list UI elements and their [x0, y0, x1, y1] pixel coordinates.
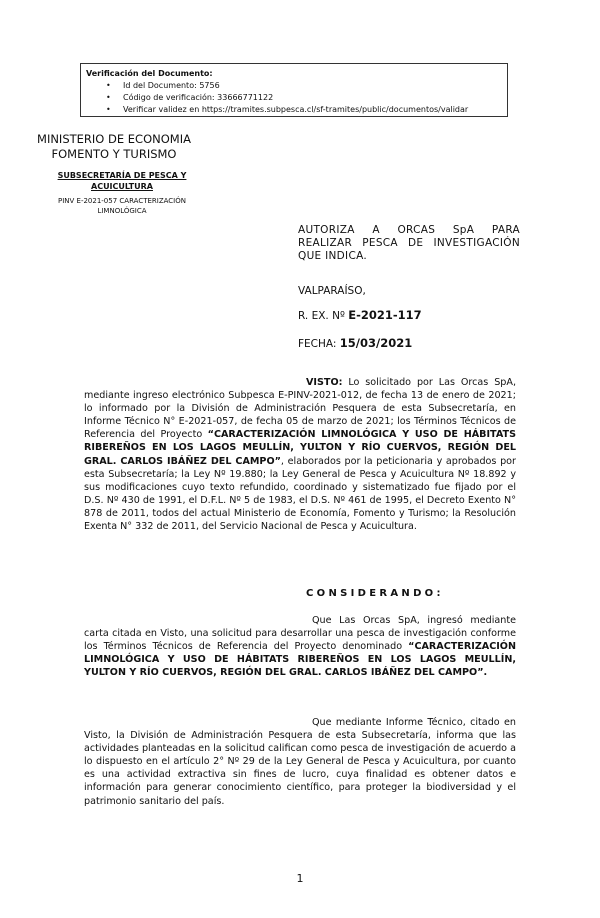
visto-text-1: Lo solicitado por Las Orcas SpA, mediante ingreso electrónico Subpesca E-PINV-2021-012, de fecha 13 de enero de 2021; lo informado por la División de Administración Pesquera de esta Subsecretaría, en Informe Técnico N° E-2021-057, de fecha 05 de marzo de 2021; los Términos Técnicos de Referencia del Proyecto	[84, 377, 516, 441]
pinv-reference	[34, 197, 210, 216]
city: VALPARAÍSO,	[298, 285, 366, 297]
date-label: FECHA:	[298, 338, 337, 350]
considerando-1-project-title: “CARACTERIZACIÓN LIMNOLÓGICA Y USO DE HÁBITATS RIBEREÑOS EN LOS LAGOS MEULLÍN, YULTON Y RÍO CUERVOS, REGIÓN DEL GRAL. CARLOS IBÁÑEZ DEL CAMPO”.	[84, 641, 516, 679]
date-value: 15/03/2021	[339, 336, 413, 350]
ministry-line-1: MINISTERIO DE ECONOMIA	[37, 132, 191, 146]
considerando-paragraph-1	[84, 614, 516, 679]
verification-box	[80, 63, 508, 117]
pinv-line-2: LIMNOLÓGICA	[97, 206, 147, 215]
document-id-item: • Id del Documento: 5756	[86, 80, 507, 92]
resolution-number-value: E-2021-117	[348, 308, 422, 322]
visto-paragraph	[84, 376, 516, 533]
verification-code-item: • Código de verificación: 33666771122	[86, 92, 507, 104]
subject-line-3: QUE INDICA.	[298, 250, 368, 262]
visto-label: VISTO:	[306, 377, 343, 388]
page-number: 1	[296, 872, 304, 885]
subsecretaria-line-1: SUBSECRETARÍA DE PESCA Y	[57, 171, 187, 180]
resolution-subject	[298, 224, 520, 263]
visto-project-title: “CARACTERIZACIÓN LIMNOLÓGICA Y USO DE HÁBITATS RIBEREÑOS EN LOS LAGOS MEULLÍN, YULTON Y RÍO CUERVOS, REGIÓN DEL GRAL. CARLOS IBÁÑEZ DEL CAMPO”	[84, 429, 516, 467]
resolution-number	[298, 308, 422, 322]
considerando-2-text: Que mediante Informe Técnico, citado en Visto, la División de Administración Pesquera de esta Subsecretaría, informa que las actividades planteadas en la solicitud califican como pesca de investigación de acuerdo a lo dispuesto en el artículo 2° Nº 29 de la Ley General de Pesca y Acuicultura, por cuanto es una actividad extractiva sin fines de lucro, cuya finalidad es obtener datos e información para generar conocimiento científico, para proteger la biodiversidad y el patrimonio sanitario del país.	[84, 717, 516, 807]
pinv-line-1: PINV E-2021-057 CARACTERIZACIÓN	[57, 197, 186, 205]
considerando-title: CONSIDERANDO:	[306, 588, 444, 599]
subsecretaria-line-2: ACUICULTURA	[91, 182, 153, 191]
resolution-label: R. EX. Nº	[298, 310, 345, 322]
subject-line-1: AUTORIZA A ORCAS SpA PARA	[298, 224, 520, 236]
resolution-date	[298, 336, 412, 350]
considerando-1-text: Que Las Orcas SpA, ingresó mediante carta citada en Visto, una solicitud para desarrollar una pesca de investigación conforme los Términos Técnicos de Referencia del Proyecto denominado	[84, 615, 516, 653]
visto-text-2: , elaborados por la peticionaria y aprobados por esta Subsecretaría; la Ley Nº 19.880; la Ley General de Pesca y Acuicultura Nº 18.892 y sus modificaciones cuyo texto refundido, coordinado y sistematizado fue fijado por el D.S. Nº 430 de 1991, el D.F.L. Nº 5 de 1983, el D.S. Nº 461 de 1995, el Decreto Exento N° 878 de 2011, todos del actual Ministerio de Economía, Fomento y Turismo; la Resolución Exenta N° 332 de 2011, del Servicio Nacional de Pesca y Acuicultura.	[84, 455, 516, 533]
verification-url-item[interactable]: • Verificar validez en https://tramites.subpesca.cl/sf-tramites/public/documentos/validar	[86, 104, 507, 116]
considerando-paragraph-2	[84, 716, 516, 808]
verification-list	[86, 80, 507, 116]
subject-line-2: REALIZAR PESCA DE INVESTIGACIÓN	[298, 237, 520, 249]
verification-title: Verificación del Documento:	[86, 69, 213, 78]
ministry-line-2: FOMENTO Y TURISMO	[51, 147, 177, 161]
ministry-heading	[34, 132, 194, 162]
subsecretaria-heading	[34, 170, 210, 192]
